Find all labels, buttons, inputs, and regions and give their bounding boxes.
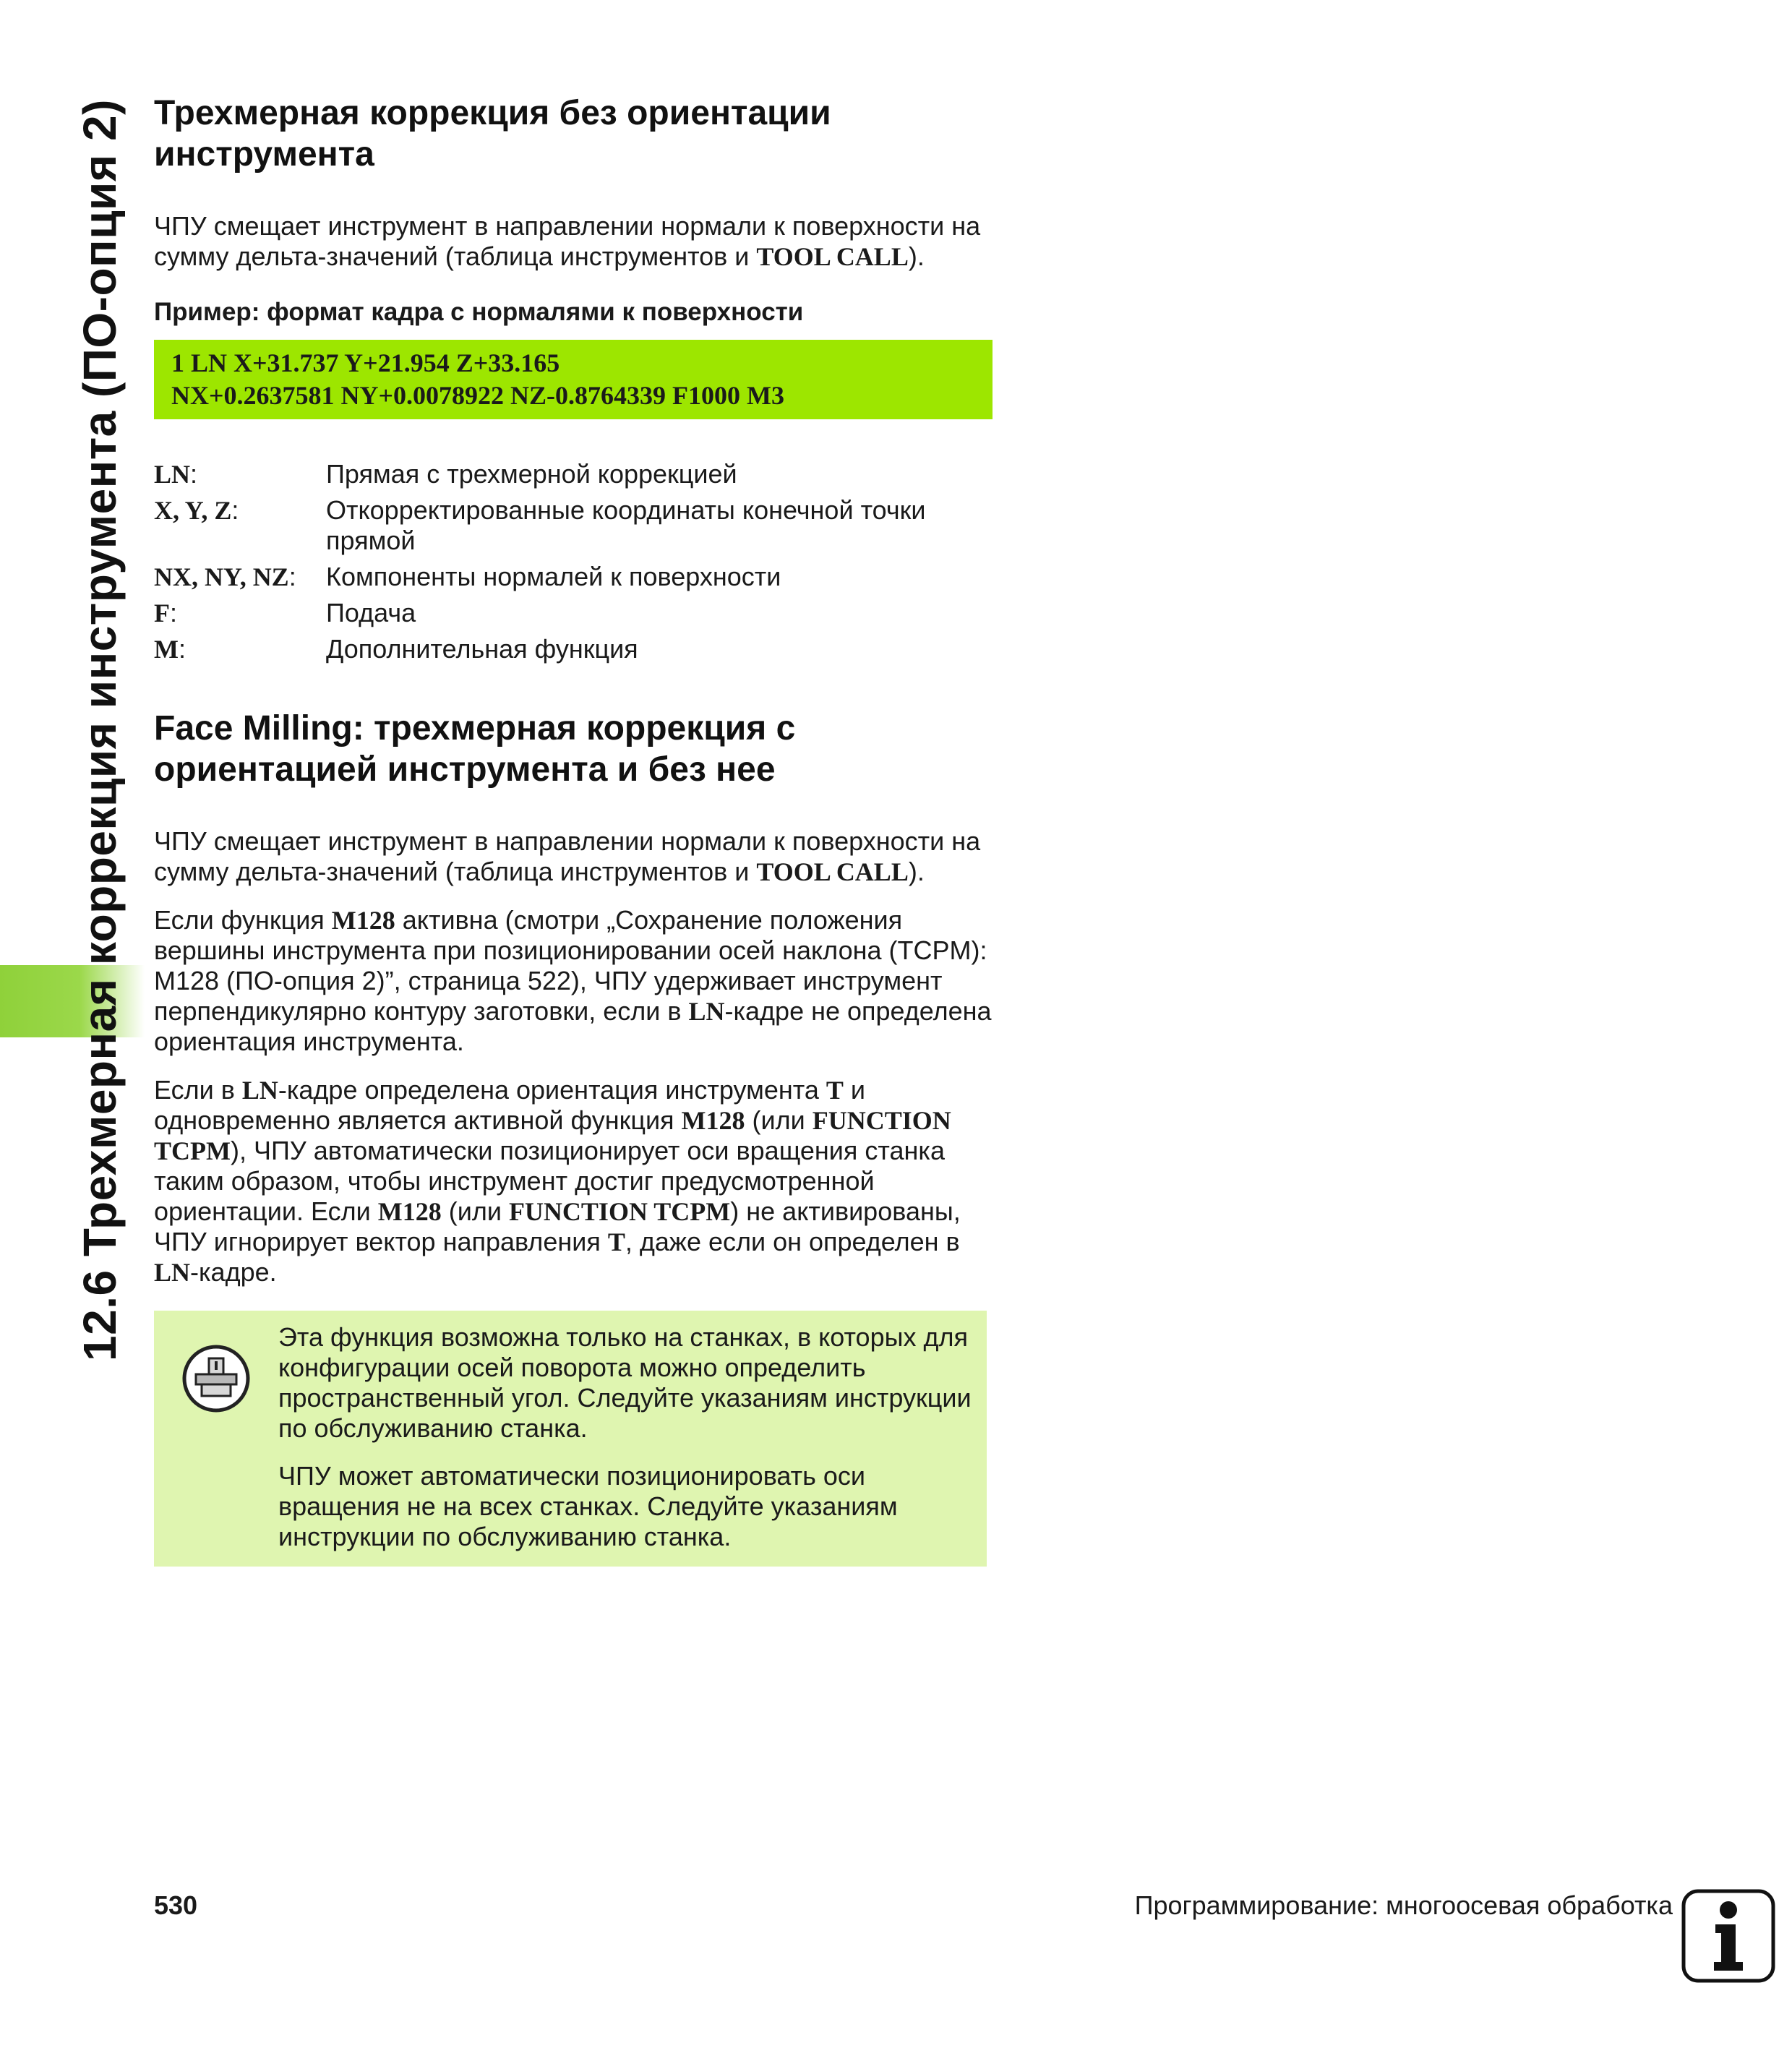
definition-list xyxy=(154,459,993,664)
definition-desc: Компоненты нормалей к поверхности xyxy=(326,562,781,591)
definition-desc: Прямая с трехмерной коррекцией xyxy=(326,459,737,489)
section2-heading xyxy=(154,708,993,790)
definition-desc: Подача xyxy=(326,598,416,627)
definition-term: M xyxy=(154,635,179,664)
definition-desc: Дополнительная функция xyxy=(326,634,638,664)
definition-term: NX, NY, NZ xyxy=(154,562,289,591)
note-paragraph-1: Эта функция возможна только на станках, в которых для конфигурации осей поворота можно определить пространственный угол. Следуйте указаниям инструкции по обслуживанию станка. xyxy=(278,1322,972,1443)
page-content xyxy=(154,93,993,1567)
definition-term: F xyxy=(154,599,170,627)
code-line-1: 1 LN X+31.737 Y+21.954 Z+33.165 xyxy=(171,348,560,377)
definition-desc: Откорректированные координаты конечной точки прямой xyxy=(326,495,926,555)
note-paragraph-2: ЧПУ может автоматически позиционировать оси вращения не на всех станках. Следуйте указаниям инструкции по обслуживанию станка. xyxy=(278,1461,898,1551)
definition-row: LN: Прямая с трехмерной коррекцией xyxy=(154,459,993,489)
section2-paragraph-2: Если функция M128 активна (смотри „Сохранение положения вершины инструмента при позиционировании осей наклона (TCPM): M128 (ПО-опция 2)”, страница 522), ЧПУ удерживает инструмент перпендикулярно контуру заготовки, если в LN-кадре не определена ориентация инструмента. xyxy=(154,905,992,1056)
section2-paragraph-3: Если в LN-кадре определена ориентация инструмента T и одновременно является активной функция M128 (или FUNCTION TCPM), ЧПУ автоматически позиционирует оси вращения станка таким образом, чтобы инструмент достиг предусмотренной ориентации. Если M128 (или FUNCTION TCPM) не активированы, ЧПУ игнорирует вектор направления T, даже если он определен в LN-кадре. xyxy=(154,1075,961,1287)
code-line-2: NX+0.2637581 NY+0.0078922 NZ-0.8764339 F1000 M3 xyxy=(171,381,784,410)
section1-heading-line2: инструмента xyxy=(154,135,374,173)
section1-paragraph: ЧПУ смещает инструмент в направлении нормали к поверхности на сумму дельта-значений (таблица инструментов и TOOL CALL). xyxy=(154,211,981,271)
section2-heading-line2: ориентацией инструмента и без нее xyxy=(154,750,776,789)
page-number: 530 xyxy=(154,1890,198,1920)
footer-chapter-title: Программирование: многоосевая обработка xyxy=(1134,1890,1673,1920)
definition-row: NX, NY, NZ: Компоненты нормалей к поверхности xyxy=(154,562,993,592)
machine-icon xyxy=(180,1342,252,1415)
section1-heading xyxy=(154,93,993,175)
section2-heading-line1: Face Milling: трехмерная коррекция с xyxy=(154,709,796,747)
definition-row: X, Y, Z: Откорректированные координаты конечной точки прямой xyxy=(154,495,993,556)
machine-note-box xyxy=(154,1311,987,1567)
code-example xyxy=(154,340,993,419)
section1-heading-line1: Трехмерная коррекция без ориентации xyxy=(154,94,831,132)
definition-row: M: Дополнительная функция xyxy=(154,634,993,664)
side-chapter-title: 12.6 Трехмерная коррекция инструмента (ПО-опция 2) xyxy=(74,99,126,1361)
definition-term: LN xyxy=(154,460,191,489)
definition-row: F: Подача xyxy=(154,598,993,628)
example-title: Пример: формат кадра с нормалями к поверхности xyxy=(154,298,804,326)
info-icon xyxy=(1681,1888,1776,1984)
definition-term: X, Y, Z xyxy=(154,496,232,525)
section2-paragraph-1: ЧПУ смещает инструмент в направлении нормали к поверхности на сумму дельта-значений (таблица инструментов и TOOL CALL). xyxy=(154,826,981,886)
